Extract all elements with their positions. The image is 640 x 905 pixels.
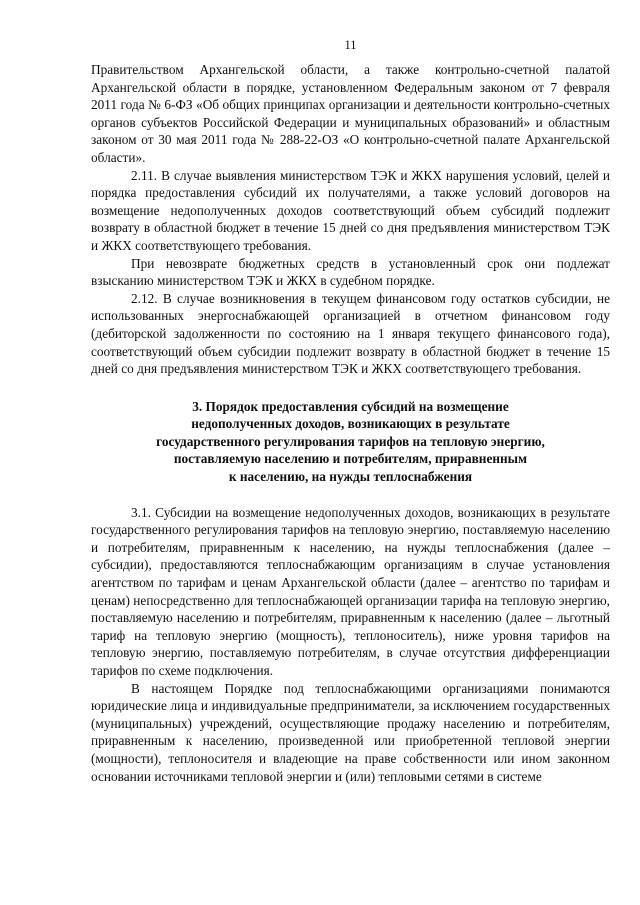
paragraph-definition: В настоящем Порядке под теплоснабжающими организациями понимаются юридические лица и индивидуальные предприниматели, за исключением государственных (муниципальных) учреждений, осуществляющие продажу населению и потребителям, приравненным к населению, произведенной или приобретенной тепловой энергии (мощности), теплоносителя и владеющие на праве собственности или ином законном основании источниками тепловой энергии и (или) тепловыми сетями в системе bbox=[91, 680, 610, 784]
paragraph-3-1: 3.1. Субсидии на возмещение недополученных доходов, возникающих в результате государственного регулирования тарифов на тепловую энергию, поставляемую населению и потребителям, приравненным к населению, на нужды теплоснабжения (далее – субсидии), предоставляются теплоснабжающим организациям в случае установления агентством по тарифам и ценам Архангельской области (далее – агентство по тарифам и ценам) непосредственно для теплоснабжающей организации тарифа на тепловую энергию, поставляемую населению и потребителям, приравненным к населению (далее – льготный тариф на тепловую энергию (мощность), теплоноситель), ниже уровня тарифов на тепловую энергию, поставляемую потребителям, в случае отсутствия дифференциации тарифов по схеме подключения. bbox=[91, 504, 610, 678]
paragraph-non-return: При невозврате бюджетных средств в установленный срок они подлежат взысканию министерством ТЭК и ЖКХ в судебном порядке. bbox=[91, 255, 610, 289]
section-heading-line: поставляемую населению и потребителям, приравненным bbox=[173, 451, 528, 467]
section-heading-line: государственного регулирования тарифов на тепловую энергию, bbox=[156, 433, 545, 449]
page-number: 11 bbox=[344, 38, 357, 52]
paragraph-continuation: Правительством Архангельской области, а также контрольно-счетной палатой Архангельской области в порядке, установленном Федеральным законом от 7 февраля 2011 года № 6-ФЗ «Об общих принципах организации и деятельности контрольно-счетных органов субъектов Российской Федерации и муниципальных образований» и областным законом от 30 мая 2011 года № 288-22-ОЗ «О контрольно-счетной палате Архангельской области». bbox=[91, 62, 610, 165]
section-heading-line: к населению, на нужды теплоснабжения bbox=[228, 469, 473, 485]
paragraph-2-11: 2.11. В случае выявления министерством ТЭК и ЖКХ нарушения условий, целей и порядка предоставления субсидий их получателями, а также условий договоров на возмещение недополученных доходов соответствующий объем субсидий подлежит возврату в областной бюджет в течение 15 дней со дня предъявления министерством ТЭК и ЖКХ соответствующего требования. bbox=[91, 167, 610, 253]
paragraph-2-12: 2.12. В случае возникновения в текущем финансовом году остатков субсидии, не использованных энергоснабжающей организацией в отчетном финансовом году (дебиторской задолженности по состоянию на 1 января текущего финансового года), соответствующий объем субсидии подлежит возврату в областной бюджет в течение 15 дней со дня предъявления министерством ТЭК и ЖКХ соответствующего требования. bbox=[91, 290, 610, 377]
document-body bbox=[91, 61, 610, 785]
section-heading-line: недополученных доходов, возникающих в результате bbox=[191, 416, 510, 432]
section-heading-line: 3. Порядок предоставления субсидий на возмещение bbox=[192, 398, 509, 414]
section-3-heading bbox=[91, 398, 610, 486]
